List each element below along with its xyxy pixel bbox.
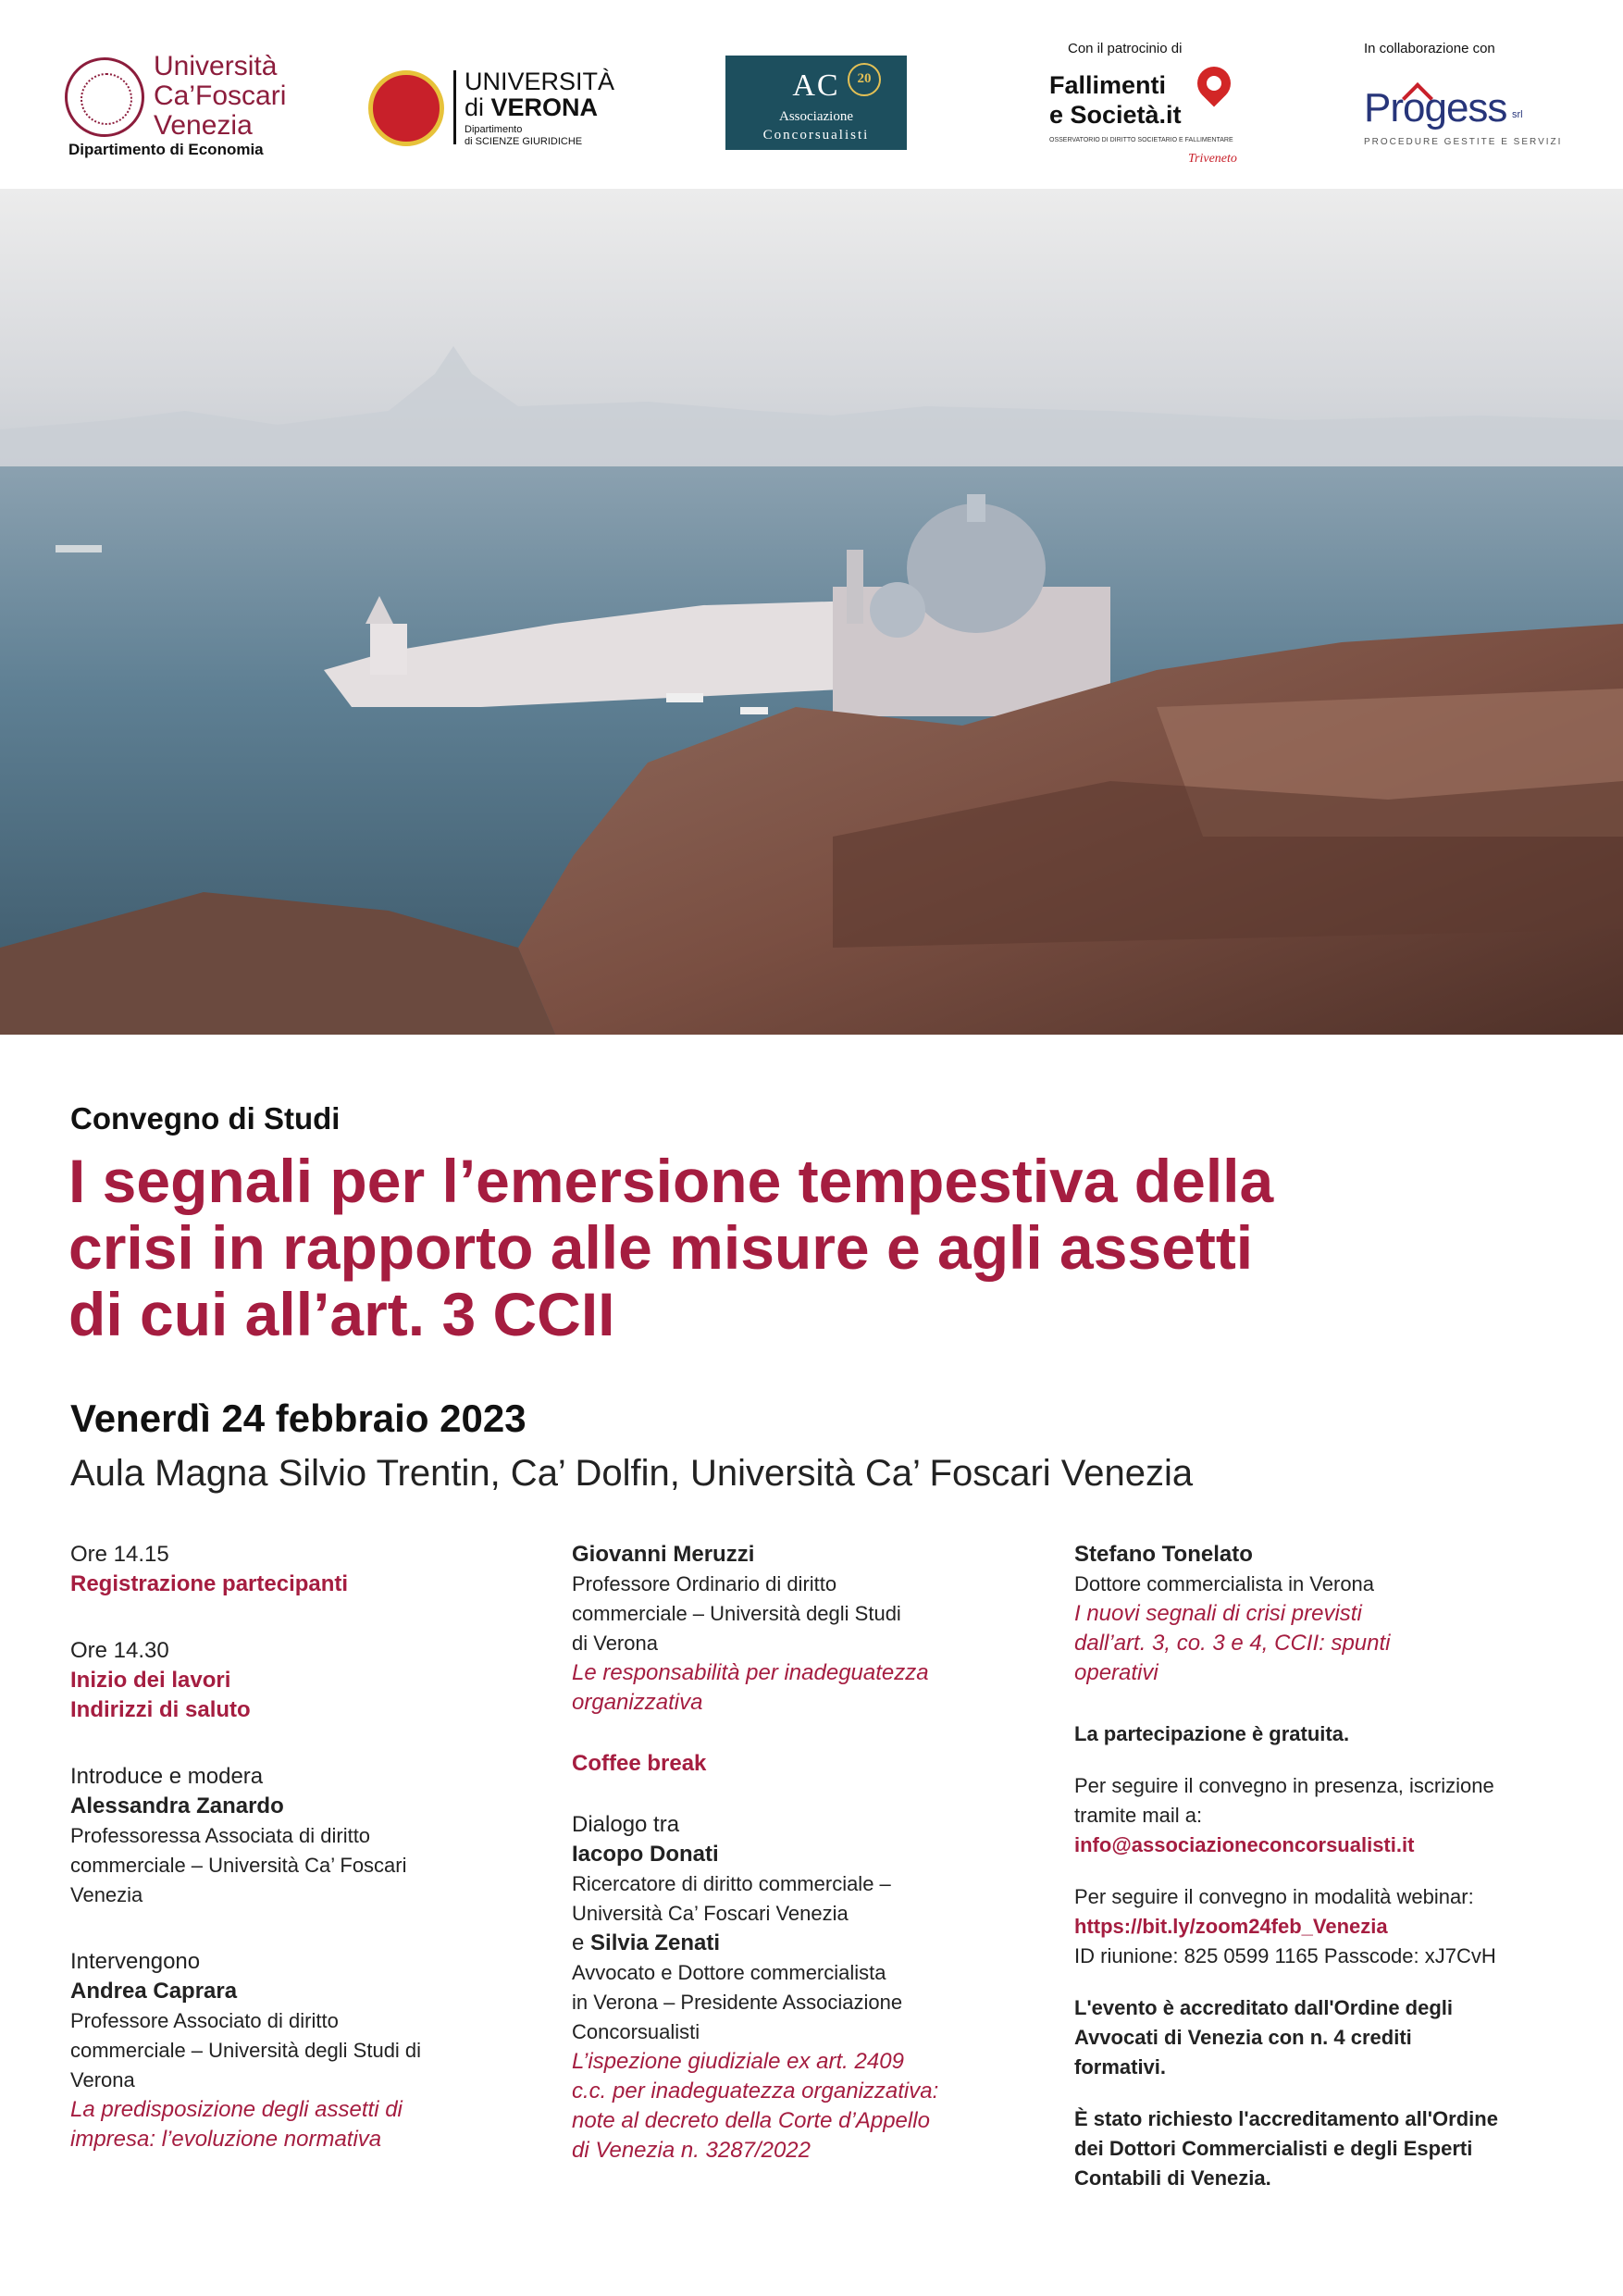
verona-line1: UNIVERSITÀ	[465, 68, 615, 95]
speakers-label: Intervengono	[70, 1949, 201, 1974]
speaker-tonelato-role: Dottore commercialista in Verona	[1074, 1572, 1375, 1595]
accreditation-3: formativi.	[1074, 2055, 1167, 2079]
speaker-meruzzi-role-2: commerciale – Università degli Studi	[572, 1602, 901, 1625]
talk-tonelato-2: dall’art. 3, co. 3 e 4, CCII: spunti	[1074, 1631, 1391, 1656]
talk-meruzzi-1: Le responsabilità per inadeguatezza	[572, 1660, 929, 1685]
speaker-zenati-line: e Silvia Zenati	[572, 1930, 721, 1955]
speaker-zenati-role-2: in Verona – Presidente Associazione	[572, 1991, 903, 2014]
talk-dialog-2: c.c. per inadeguatezza organizzativa:	[572, 2079, 939, 2104]
fallimenti-name2: e Società.it	[1049, 101, 1182, 129]
talk-dialog-3: note al decreto della Corte d’Appello	[572, 2108, 930, 2133]
time-1415: Ore 14.15	[70, 1542, 169, 1567]
event-date: Venerdì 24 febbraio 2023	[70, 1396, 527, 1440]
start-item: Inizio dei lavori	[70, 1668, 231, 1693]
talk-dialog-4: di Venezia n. 3287/2022	[572, 2138, 811, 2163]
speaker-meruzzi-name: Giovanni Meruzzi	[572, 1542, 755, 1567]
progess-logo	[1355, 41, 1563, 161]
collaboration-label: In collaborazione con	[1364, 41, 1495, 56]
speaker-caprara-role-3: Verona	[70, 2068, 135, 2091]
verona-dept1: Dipartimento	[465, 124, 523, 135]
in-person-info-2: tramite mail a:	[1074, 1804, 1203, 1827]
speaker-zenati-name: Silvia Zenati	[590, 1930, 721, 1955]
map-pin-icon	[1191, 60, 1238, 107]
free-participation: La partecipazione è gratuita.	[1074, 1722, 1350, 1745]
event-title: I segnali per l’emersione tempestiva della crisi in rapporto alle misure e agli assetti di cui all’art. 3 CCII	[68, 1147, 1274, 1348]
talk-tonelato-3: operativi	[1074, 1660, 1158, 1685]
speaker-zenati-role-3: Concorsualisti	[572, 2020, 700, 2043]
moderator-name: Alessandra Zanardo	[70, 1793, 284, 1818]
meeting-credentials: ID riunione: 825 0599 1165 Passcode: xJ7CvH	[1074, 1944, 1496, 1967]
speaker-donati-role-1: Ricercatore di diritto commerciale –	[572, 1872, 891, 1895]
fallimenti-region: Triveneto	[1188, 152, 1237, 166]
fallimenti-observatory: OSSERVATORIO DI DIRITTO SOCIETARIO E FALLIMENTARE	[1049, 137, 1233, 143]
verona-dept2: di SCIENZE GIURIDICHE	[465, 136, 583, 147]
ac-sub2: Concorsualisti	[762, 128, 870, 143]
speaker-donati-name: Iacopo Donati	[572, 1842, 719, 1867]
program-column-3	[1074, 1540, 1574, 2193]
moderator-role-3: Venezia	[70, 1883, 143, 1906]
accreditation-1: L'evento è accreditato dall'Ordine degli	[1074, 1996, 1454, 2019]
progess-srl: srl	[1512, 109, 1523, 120]
event-kicker: Convegno di Studi	[70, 1101, 341, 1136]
in-person-info-1: Per seguire il convegno in presenza, iscrizione	[1074, 1774, 1494, 1797]
dialog-label: Dialogo tra	[572, 1812, 680, 1837]
speaker-meruzzi-role-1: Professore Ordinario di diritto	[572, 1572, 837, 1595]
progess-name: Progess	[1364, 85, 1507, 130]
verona-line2: di VERONA	[465, 93, 599, 121]
cafoscari-name: Università Ca’Foscari Venezia	[154, 51, 287, 141]
verona-divider	[453, 70, 456, 144]
registration-item: Registrazione partecipanti	[70, 1571, 349, 1596]
speaker-meruzzi-role-3: di Verona	[572, 1632, 658, 1655]
greetings-item: Indirizzi di saluto	[70, 1697, 251, 1722]
speaker-caprara-role-1: Professore Associato di diritto	[70, 2009, 339, 2032]
fallimenti-name1: Fallimenti	[1049, 71, 1167, 99]
ac-anniversary-badge-icon: 20	[848, 63, 881, 96]
speaker-tonelato-name: Stefano Tonelato	[1074, 1542, 1253, 1567]
talk-meruzzi-2: organizzativa	[572, 1690, 703, 1715]
accreditation-request-2: dei Dottori Commercialisti e degli Esperti	[1074, 2137, 1473, 2160]
moderator-role-1: Professoressa Associata di diritto	[70, 1824, 371, 1847]
verona-seal-icon	[368, 70, 444, 146]
cafoscari-logo	[65, 52, 324, 163]
ac-logo	[725, 56, 907, 150]
talk-dialog-1: L’ispezione giudiziale ex art. 2409	[572, 2049, 904, 2074]
moderator-role-2: commerciale – Università Ca’ Foscari	[70, 1854, 407, 1877]
program-column-1	[70, 1540, 533, 2154]
cafoscari-seal-icon	[65, 57, 144, 137]
fallimenti-logo	[1044, 41, 1257, 170]
venice-photo	[0, 189, 1623, 1035]
accreditation-2: Avvocati di Venezia con n. 4 crediti	[1074, 2026, 1412, 2049]
speaker-caprara-role-2: commerciale – Università degli Studi di	[70, 2039, 422, 2062]
registration-email-link[interactable]: info@associazioneconcorsualisti.it	[1074, 1833, 1415, 1856]
speaker-donati-role-2: Università Ca’ Foscari Venezia	[572, 1902, 849, 1925]
coffee-break: Coffee break	[572, 1751, 707, 1776]
progess-tagline: PROCEDURE GESTITE E SERVIZI	[1364, 137, 1563, 147]
ac-sub1: Associazione	[779, 109, 853, 124]
patronage-label: Con il patrocinio di	[1068, 41, 1183, 56]
verona-logo	[368, 67, 627, 155]
ac-title: AC	[792, 68, 840, 103]
venice-skyline-illustration	[0, 189, 1623, 1035]
program-column-2	[572, 1540, 1053, 2166]
speaker-caprara-name: Andrea Caprara	[70, 1979, 238, 2004]
talk-caprara-1: La predisposizione degli assetti di	[70, 2097, 403, 2122]
speaker-zenati-role-1: Avvocato e Dottore commercialista	[572, 1961, 886, 1984]
header-logos	[0, 0, 1623, 189]
accreditation-request-1: È stato richiesto l'accreditamento all'Ordine	[1074, 2107, 1498, 2130]
webinar-info: Per seguire il convegno in modalità webinar:	[1074, 1885, 1474, 1908]
time-1430: Ore 14.30	[70, 1638, 169, 1663]
talk-tonelato-1: I nuovi segnali di crisi previsti	[1074, 1601, 1362, 1626]
moderator-label: Introduce e modera	[70, 1764, 264, 1789]
cafoscari-department: Dipartimento di Economia	[68, 141, 264, 158]
accreditation-request-3: Contabili di Venezia.	[1074, 2166, 1271, 2190]
talk-caprara-2: impresa: l’evoluzione normativa	[70, 2127, 382, 2152]
event-venue: Aula Magna Silvio Trentin, Ca’ Dolfin, Università Ca’ Foscari Venezia	[70, 1453, 1194, 1494]
webinar-link[interactable]: https://bit.ly/zoom24feb_Venezia	[1074, 1915, 1388, 1938]
